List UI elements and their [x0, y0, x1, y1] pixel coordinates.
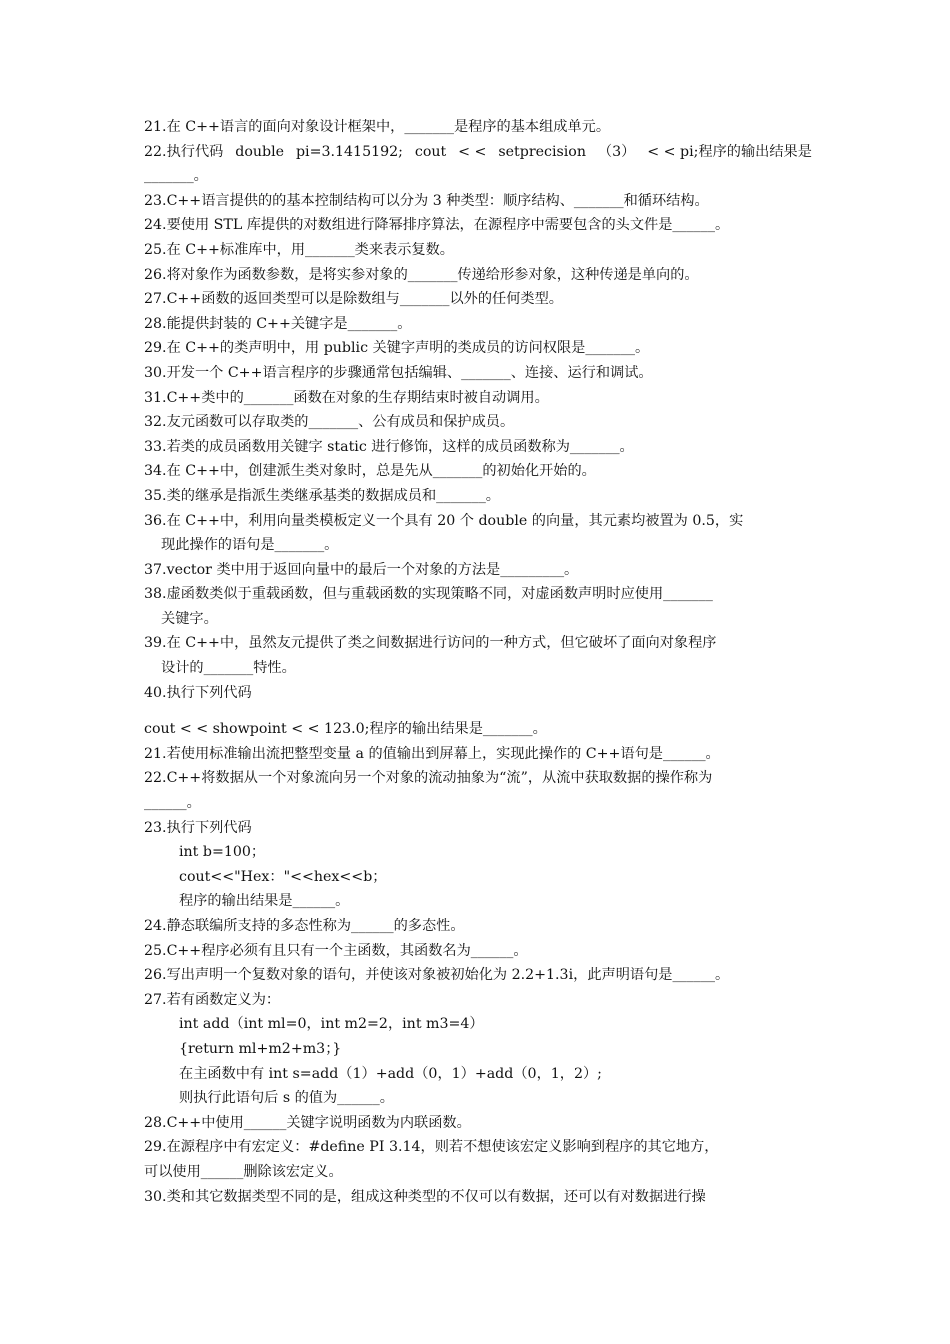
question-22a-part: < < pi;程序的输出结果是	[647, 143, 812, 160]
code-line: 程序的输出结果是______。	[179, 893, 350, 910]
question-27b: 27.若有函数定义为：	[144, 991, 281, 1008]
code-line: 则执行此语句后 s 的值为______。	[179, 1090, 394, 1107]
spacer	[144, 705, 812, 717]
question-38a-continuation: 关键字。	[161, 610, 218, 627]
question-22b-continuation: ______。	[144, 795, 201, 812]
question-25a: 25.在 C++标准库中，用_______类来表示复数。	[144, 241, 454, 258]
question-23a: 23.C++语言提供的的基本控制结构可以分为 3 种类型：顺序结构、_______和循环结构。	[144, 192, 709, 209]
question-22a-part: setprecision	[498, 143, 586, 160]
question-35a: 35.类的继承是指派生类继承基类的数据成员和_______。	[144, 487, 500, 504]
question-34a: 34.在 C++中，创建派生类对象时，总是先从_______的初始化开始的。	[144, 463, 596, 480]
question-22a	[144, 140, 812, 165]
question-25b: 25.C++程序必须有且只有一个主函数，其函数名为______。	[144, 942, 528, 959]
question-31a: 31.C++类中的_______函数在对象的生存期结束时被自动调用。	[144, 389, 549, 406]
question-32a: 32.友元函数可以存取类的_______、公有成员和保护成员。	[144, 414, 515, 431]
question-21a: 21.在 C++语言的面向对象设计框架中，_______是程序的基本组成单元。	[144, 119, 611, 135]
question-37a: 37.vector 类中用于返回向量中的最后一个对象的方法是_________。	[144, 561, 579, 578]
question-22a-part: 22.执行代码	[144, 143, 224, 160]
question-28b: 28.C++中使用______关键字说明函数为内联函数。	[144, 1114, 471, 1131]
question-28a: 28.能提供封装的 C++关键字是_______。	[144, 315, 412, 332]
question-24b: 24.静态联编所支持的多态性称为______的多态性。	[144, 918, 465, 934]
question-39a: 39.在 C++中，虽然友元提供了类之间数据进行访问的一种方式，但它破坏了面向对象程序	[144, 635, 717, 652]
code-line: int b=100；	[179, 844, 266, 861]
question-22a-continuation: _______。	[144, 168, 208, 185]
question-26b: 26.写出声明一个复数对象的语句，并使该对象被初始化为 2.2+1.3i，此声明语句是______。	[144, 967, 730, 984]
question-22b: 22.C++将数据从一个对象流向另一个对象的流动抽象为“流”，从流中获取数据的操作称为	[144, 770, 713, 787]
question-30a: 30.开发一个 C++语言程序的步骤通常包括编辑、_______、连接、运行和调试。	[144, 364, 653, 381]
question-24a: 24.要使用 STL 库提供的对数组进行降幂排序算法，在源程序中需要包含的头文件是______。	[144, 217, 730, 234]
code-line: int add（int ml=0，int m2=2，int m3=4）	[179, 1016, 484, 1033]
question-36a-continuation: 现此操作的语句是_______。	[161, 537, 339, 554]
question-29b: 29.在源程序中有宏定义：#define PI 3.14，则若不想使该宏定义影响到程序的其它地方，	[144, 1139, 719, 1156]
code-line: cout<<"Hex："<<hex<<b；	[179, 868, 387, 885]
question-29b-continuation: 可以使用______删除该宏定义。	[144, 1163, 343, 1180]
question-39a-continuation: 设计的_______特性。	[161, 660, 296, 677]
question-27a: 27.C++函数的返回类型可以是除数组与_______以外的任何类型。	[144, 291, 563, 308]
question-list	[144, 115, 812, 1209]
question-22a-part: double	[235, 143, 285, 160]
question-21b: 21.若使用标准输出流把整型变量 a 的值输出到屏幕上，实现此操作的 C++语句是______。	[144, 745, 720, 762]
question-26a: 26.将对象作为函数参数，是将实参对象的_______传递给形参对象，这种传递是单向的。	[144, 266, 699, 283]
question-29a: 29.在 C++的类声明中，用 public 关键字声明的类成员的访问权限是_______。	[144, 340, 650, 357]
question-22a-part: （3）	[597, 143, 636, 160]
question-22a-part: pi=3.1415192;	[295, 143, 403, 160]
question-40a: 40.执行下列代码	[144, 684, 252, 701]
code-line: {return ml+m2+m3；}	[179, 1040, 342, 1057]
question-22a-part: < <	[458, 143, 487, 160]
question-36a: 36.在 C++中，利用向量类模板定义一个具有 20 个 double 的向量，其元素均被置为 0.5，实	[144, 512, 744, 529]
question-33a: 33.若类的成员函数用关键字 static 进行修饰，这样的成员函数称为_______。	[144, 438, 634, 455]
question-23b: 23.执行下列代码	[144, 819, 252, 836]
question-22a-part: cout	[414, 143, 447, 160]
question-40a-code: cout < < showpoint < < 123.0;程序的输出结果是_______。	[144, 721, 547, 738]
code-line: 在主函数中有 int s=add（1）+add（0，1）+add（0，1，2）;	[179, 1065, 602, 1082]
question-38a: 38.虚函数类似于重载函数，但与重载函数的实现策略不同，对虚函数声明时应使用_______	[144, 586, 713, 603]
question-30b: 30.类和其它数据类型不同的是，组成这种类型的不仅可以有数据，还可以有对数据进行操	[144, 1188, 706, 1205]
